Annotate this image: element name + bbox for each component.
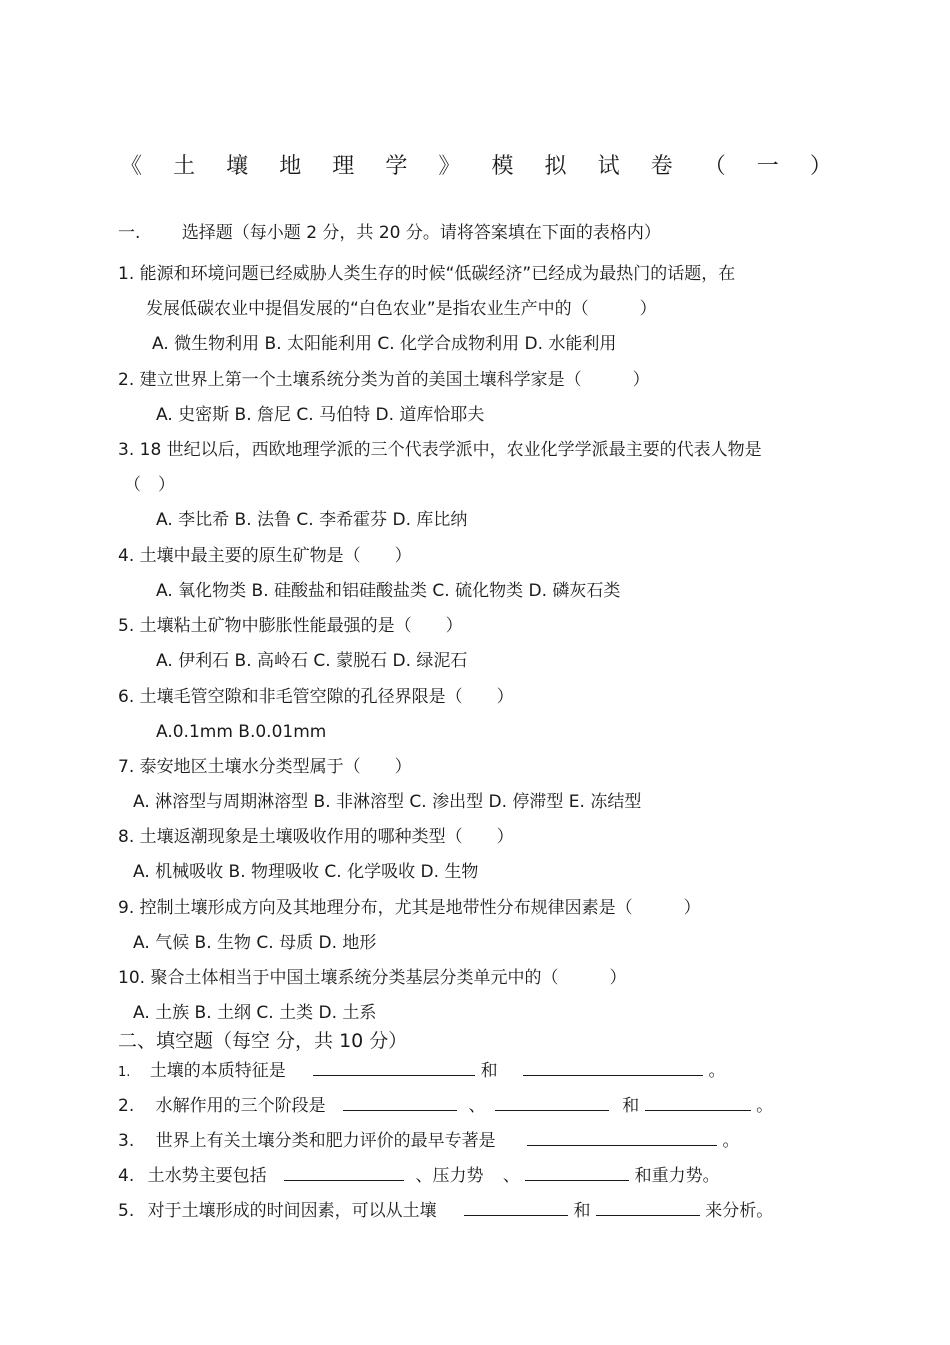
question-6-line1: 6. 土壤毛管空隙和非毛管空隙的孔径界限是（ ） [118,687,514,707]
fill-text: 世界上有关土壤分类和肥力评价的最早专著是 [155,1131,496,1151]
fill-4 [118,1163,720,1187]
fill-number: 1. [118,1065,131,1080]
fill-end: 来分析。 [705,1201,774,1221]
fill-number: 2. [118,1096,135,1116]
answer-blank[interactable] [645,1093,751,1111]
fill-end: 。 [756,1096,774,1116]
title-char: ） [809,154,832,179]
fill-5 [118,1198,773,1222]
question-4-options: A. 氧化物类 B. 硅酸盐和铝硅酸盐类 C. 硫化物类 D. 磷灰石类 [156,581,621,601]
answer-blank[interactable] [523,1058,703,1076]
title-char: 地 [279,154,302,179]
title-char: 拟 [544,154,567,179]
title-char: 》 [438,154,461,179]
title-char: 土 [173,154,196,179]
section-one-heading [118,222,661,244]
section-number: 一. [118,223,141,243]
title-char: 试 [597,154,620,179]
fill-end: 和重力势。 [634,1166,720,1186]
answer-blank[interactable] [313,1058,475,1076]
question-8-options: A. 机械吸收 B. 物理吸收 C. 化学吸收 D. 生物 [133,862,479,882]
answer-blank[interactable] [596,1198,700,1216]
section-two-heading: 二、填空题（每空 分，共 10 分） [118,1030,408,1052]
fill-text: 土水势主要包括 [147,1166,267,1186]
question-1-line1: 1. 能源和环境问题已经威胁人类生存的时候“低碳经济”已经成为最热门的话题，在 [118,264,736,284]
question-10-options: A. 土族 B. 土纲 C. 土类 D. 土系 [133,1003,377,1023]
fill-text: 土壤的本质特征是 [149,1061,286,1081]
answer-blank[interactable] [464,1198,568,1216]
fill-connector: 和 [573,1201,591,1221]
title-char: 《 [120,154,143,179]
question-1-line2: 发展低碳农业中提倡发展的“白色农业”是指农业生产中的（ ） [146,299,657,319]
exam-title [120,154,832,180]
fill-connector: 和 [622,1096,640,1116]
question-9-options: A. 气候 B. 生物 C. 母质 D. 地形 [133,933,377,953]
fill-connector: 、压力势 [415,1166,484,1186]
question-7-line1: 7. 泰安地区土壤水分类型属于（ ） [118,757,412,777]
fill-3 [118,1128,739,1152]
question-2-line1: 2. 建立世界上第一个土壤系统分类为首的美国土壤科学家是（ ） [118,370,650,390]
answer-blank[interactable] [343,1093,457,1111]
question-3-options: A. 李比希 B. 法鲁 C. 李希霍芬 D. 库比纳 [156,510,468,530]
title-char: 一 [756,154,779,179]
question-5-line1: 5. 土壤粘土矿物中膨胀性能最强的是（ ） [118,616,463,636]
fill-connector: 和 [480,1061,498,1081]
question-1-options: A. 微生物利用 B. 太阳能利用 C. 化学合成物利用 D. 水能利用 [152,334,617,354]
fill-1 [118,1058,725,1084]
title-char: 壤 [226,154,249,179]
title-char: （ [703,154,726,179]
question-9-line1: 9. 控制土壤形成方向及其地理分布，尤其是地带性分布规律因素是（ ） [118,898,701,918]
answer-blank[interactable] [527,1128,717,1146]
question-8-line1: 8. 土壤返潮现象是土壤吸收作用的哪种类型（ ） [118,827,514,847]
question-2-options: A. 史密斯 B. 詹尼 C. 马伯特 D. 道库恰耶夫 [156,405,485,425]
fill-number: 5. [118,1201,135,1221]
title-char: 模 [491,154,514,179]
question-7-options: A. 淋溶型与周期淋溶型 B. 非淋溶型 C. 渗出型 D. 停滞型 E. 冻结型 [133,792,642,812]
answer-blank[interactable] [495,1093,609,1111]
question-6-options: A.0.1mm B.0.01mm [156,722,327,742]
fill-number: 4. [118,1166,135,1186]
question-10-line1: 10. 聚合土体相当于中国土壤系统分类基层分类单元中的（ ） [118,968,627,988]
fill-end: 。 [722,1131,740,1151]
question-5-options: A. 伊利石 B. 高岭石 C. 蒙脱石 D. 绿泥石 [156,651,468,671]
question-3-line2: （ ） [124,475,175,495]
fill-2 [118,1093,773,1117]
answer-blank[interactable] [284,1163,404,1181]
fill-text: 水解作用的三个阶段是 [155,1096,326,1116]
fill-separator: 、 [502,1166,520,1186]
question-4-line1: 4. 土壤中最主要的原生矿物是（ ） [118,546,412,566]
section-title: 选择题（每小题 2 分，共 20 分。请将答案填在下面的表格内） [181,223,661,243]
question-3-line1: 3. 18 世纪以后，西欧地理学派的三个代表学派中，农业化学学派最主要的代表人物是 [118,440,762,460]
title-char: 理 [332,154,355,179]
fill-text: 对于土壤形成的时间因素，可以从土壤 [147,1201,437,1221]
title-char: 卷 [650,154,673,179]
title-char: 学 [385,154,408,179]
fill-end: 。 [708,1061,726,1081]
fill-separator: 、 [468,1096,486,1116]
answer-blank[interactable] [525,1163,629,1181]
fill-number: 3. [118,1131,135,1151]
